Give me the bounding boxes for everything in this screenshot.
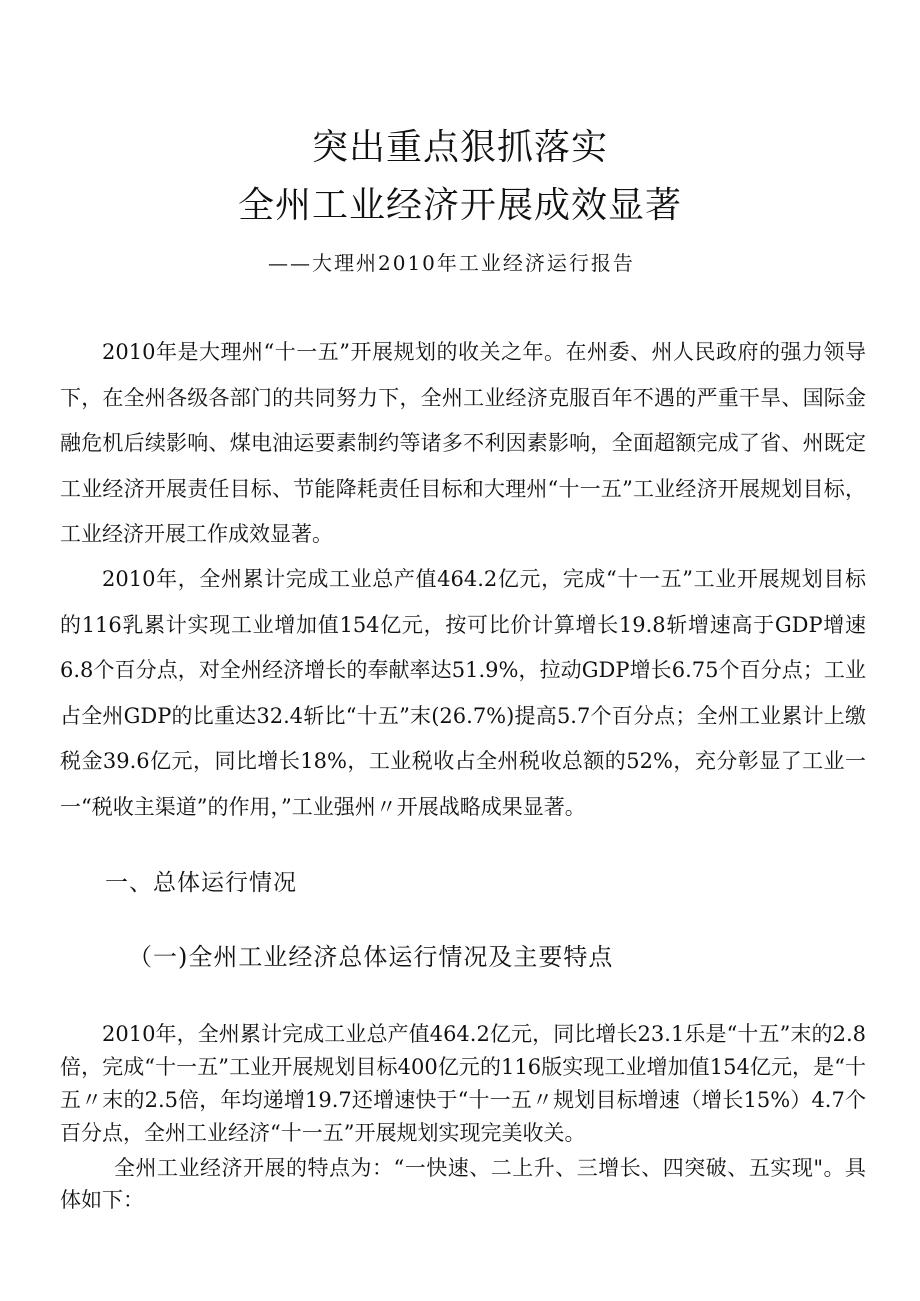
intro-paragraph: 2010年是大理州“十一五”开展规划的收关之年。在州委、州人民政府的强力领导下，在全州各级各部门的共同努力下，全州工业经济克服百年不遇的严重干旱、国际金融危机后续影响、煤电油运要素制约等诸多不利因素影响，全面超额完成了省、州既定工业经济开展责任目标、节能降耗责任目标和大理州“十一五”工业经济开展规划目标，工业经济开展工作成效显著。 [60, 340, 866, 546]
overall-paragraph: 2010年，全州累计完成工业总产值464.2亿元，同比增长23.1乐是“十五”末的2.8倍，完成“十一五”工业开展规划目标400亿元的116版实现工业增加值154亿元，是“十五〃末的2.5倍，年均递增19.7还增速快于“十一五〃规划目标增速（增长15%）4.7个百分点，全州工业经济“十一五”开展规划实现完美收关。 [60, 1022, 866, 1145]
subsection-heading: （一)全州工业经济总体运行情况及主要特点 [128, 943, 614, 971]
title-line-2: 全州工业经济开展成效显著 [237, 185, 682, 226]
features-paragraph: 全州工业经济开展的特点为：“一快速、二上升、三增长、四突破、五实现"。具体如下： [60, 1156, 866, 1212]
title-line-1: 突出重点狠抓落实 [311, 127, 608, 168]
summary-paragraph: 2010年，全州累计完成工业总产值464.2亿元，完成“十一五”工业开展规划目标的116乳累计实现工业增加值154亿元，按可比价计算增长19.8斩增速高于GDP增速6.8个百分点，对全州经济增长的奉献率达51.9%，拉动GDP增长6.75个百分点；工业占全州GDP的比重达32.4斩比“十五”末(26.7%)提高5.7个百分点；全州工业累计上缴税金39.6亿元，同比增长18%，工业税收占全州税收总额的52%，充分彰显了工业一一“税收主渠道”的作用，”工业强州〃开展战略成果显著。 [60, 567, 866, 819]
subtitle: ——大理州2010年工业经济运行报告 [268, 251, 635, 275]
section-heading: 一、总体运行情况 [105, 870, 297, 896]
